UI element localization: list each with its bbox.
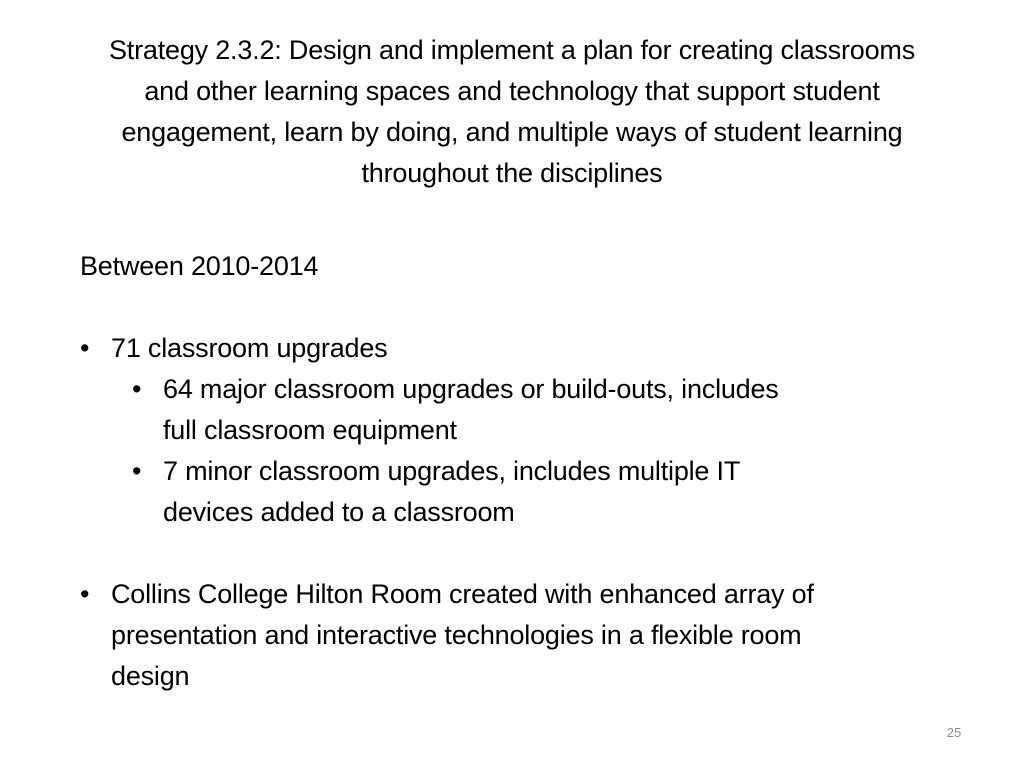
bullet-dot: •: [132, 456, 142, 486]
bullet-text: 71 classroom upgrades: [111, 333, 388, 363]
bullet-dot: •: [132, 374, 142, 404]
bullet-dot: •: [80, 333, 90, 363]
page-number: 25: [946, 725, 962, 740]
bullet-text: design: [111, 661, 190, 691]
slide-body: [80, 246, 980, 697]
sub-bullet-text: full classroom equipment: [163, 415, 457, 445]
blank-line: [80, 533, 980, 574]
bullet-item-hilton-room: [80, 574, 980, 697]
bullet-item-classroom-upgrades: [80, 328, 980, 369]
slide-title-line: Strategy 2.3.2: Design and implement a plan for creating classrooms: [108, 35, 915, 65]
sub-bullet-text: devices added to a classroom: [163, 497, 515, 527]
sub-bullet-item-minor-upgrades: [132, 451, 980, 533]
bullet-text: presentation and interactive technologies in a flexible room: [111, 620, 802, 650]
slide-title-line: engagement, learn by doing, and multiple ways of student learning: [121, 117, 903, 147]
slide-title-line: throughout the disciplines: [361, 158, 663, 188]
sub-bullet-item-major-upgrades: [132, 369, 980, 451]
bullet-dot: •: [80, 579, 90, 609]
sub-bullet-text: 64 major classroom upgrades or build-outs, includes: [163, 374, 779, 404]
blank-line: [80, 287, 980, 328]
slide-title-line: and other learning spaces and technology that support student: [144, 76, 880, 106]
bullet-text: Collins College Hilton Room created with enhanced array of: [111, 579, 814, 609]
sub-bullet-text: 7 minor classroom upgrades, includes multiple IT: [163, 456, 741, 486]
period-intro: Between 2010-2014: [80, 251, 319, 281]
slide-title: [14, 30, 1010, 194]
